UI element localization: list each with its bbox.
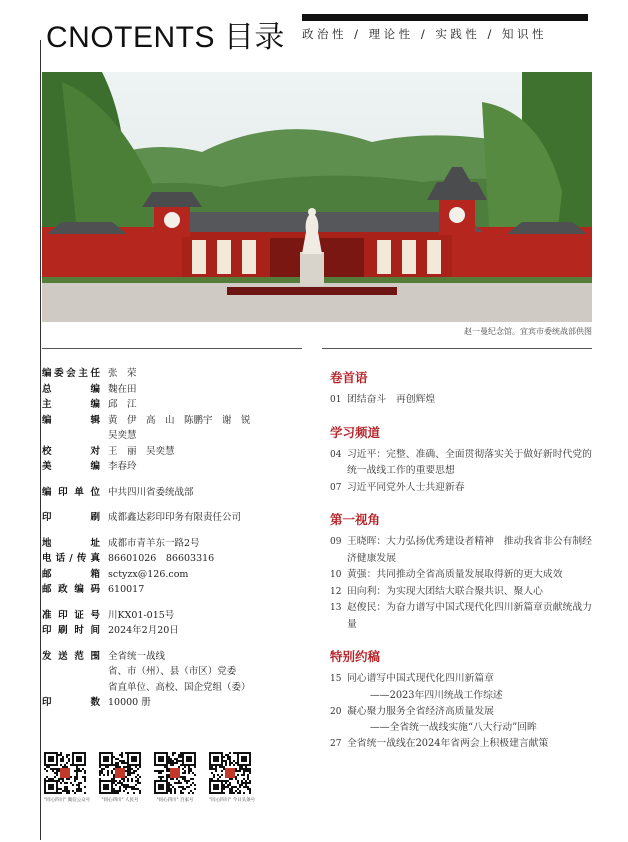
section-gap (330, 633, 592, 647)
masthead-gap (42, 500, 312, 510)
toc-entry-title: 王晓晖：大力弘扬优秀建设者精神 推动我省非公有制经济健康发展 (347, 536, 592, 564)
masthead-value: 吴奕慧 (108, 430, 137, 441)
masthead-row (42, 608, 312, 624)
qr-code[interactable] (209, 752, 256, 803)
toc-page-number: 04 (330, 449, 342, 460)
masthead-row (42, 366, 312, 382)
masthead-label: 地址 (42, 537, 100, 549)
masthead-values (108, 459, 137, 475)
masthead-row (42, 536, 312, 552)
masthead-values (108, 608, 174, 624)
toc-page-number: 10 (330, 570, 342, 580)
masthead-row (42, 382, 312, 398)
qr-code-caption: "同心四川" 今日头条号 (209, 798, 256, 803)
masthead-label: 邮政编码 (42, 584, 100, 595)
masthead-value: 魏在田 (108, 383, 137, 395)
toc-page-number: 12 (330, 586, 342, 597)
masthead-value: 王 丽 吴奕慧 (108, 445, 175, 457)
masthead-value: sctyzx@126.com (108, 568, 189, 580)
masthead-value: 全省统一战线 (108, 650, 166, 662)
masthead-row (42, 510, 312, 526)
masthead-values (108, 551, 214, 567)
toc-section-title: 卷首语 (330, 370, 368, 385)
toc-entry-title: 凝心聚力服务全省经济高质量发展 (347, 705, 494, 717)
masthead-row (42, 695, 312, 711)
masthead-values (108, 510, 241, 526)
masthead-values (108, 536, 200, 552)
masthead-label: 校对 (42, 445, 100, 457)
masthead-row (42, 459, 312, 475)
masthead-label: 编委会主任 (42, 368, 100, 379)
toc-entry-title: 全省统一战线在2024年省两会上积极建言献策 (347, 738, 549, 749)
toc-entry[interactable] (330, 584, 592, 601)
table-of-contents (330, 368, 592, 753)
masthead-value: 李春玲 (108, 461, 137, 472)
toc-section-title: 第一视角 (330, 512, 381, 527)
masthead-values (108, 567, 188, 583)
masthead-label: 总编 (42, 383, 100, 395)
masthead-values (108, 413, 251, 444)
cover-photo (42, 72, 592, 322)
toc-page-number: 15 (330, 674, 342, 684)
toc-entry[interactable] (330, 480, 592, 497)
masthead-values (108, 649, 251, 696)
masthead-value: 86601026 86603316 (108, 553, 215, 564)
qr-code[interactable] (154, 752, 196, 803)
toc-page-number: 07 (330, 482, 342, 493)
masthead-value: 省直单位、高校、国企党组（委） (108, 681, 251, 693)
masthead-gap (42, 526, 312, 536)
masthead-values (108, 397, 137, 413)
masthead-value: 黄 伊 高 山 陈鹏宇 谢 锐 (108, 414, 251, 426)
masthead-gap (42, 475, 312, 485)
masthead-gap (42, 598, 312, 608)
header-subtitle: 政治性 / 理论性 / 实践性 / 知识性 (302, 27, 548, 41)
masthead-value: 成都鑫达彩印印务有限责任公司 (108, 512, 242, 523)
toc-entry[interactable] (330, 567, 592, 584)
masthead-values (108, 444, 175, 460)
divider-left (42, 348, 302, 349)
masthead-label: 邮箱 (42, 568, 100, 580)
toc-entry-title: 同心谱写中国式现代化四川新篇章 (347, 673, 494, 684)
masthead (42, 366, 312, 711)
toc-entry[interactable] (330, 447, 592, 480)
toc-page-number: 09 (330, 537, 342, 547)
masthead-row (42, 444, 312, 460)
toc-entry-title: 习近平同党外人士共迎新春 (347, 481, 465, 493)
toc-entry-title: 赵俊民：为奋力谱写中国式现代化四川新篇章贡献统战力量 (347, 602, 592, 630)
toc-entry[interactable] (330, 534, 592, 567)
masthead-row (42, 397, 312, 413)
qr-code-caption: "同心四川" 人民号 (101, 798, 139, 803)
masthead-row (42, 485, 312, 501)
masthead-row (42, 623, 312, 639)
toc-entry-subtitle: ——2023年四川统战工作综述 (370, 689, 503, 701)
header-bar (302, 14, 588, 21)
toc-section-title: 特别约稿 (330, 649, 381, 664)
masthead-values (108, 695, 151, 711)
masthead-label: 印数 (42, 697, 100, 708)
qr-code-caption: "同心四川" 微信公众号 (44, 798, 91, 803)
divider-right (322, 348, 592, 349)
masthead-value: 川KX01-015号 (108, 609, 175, 621)
masthead-label: 美编 (42, 461, 100, 472)
masthead-label: 编印单位 (42, 486, 100, 498)
section-gap (330, 409, 592, 423)
toc-entry-title: 田向利：为实现大团结大联合聚共识、聚人心 (347, 585, 543, 597)
section-gap (330, 496, 592, 510)
toc-entry[interactable] (330, 392, 592, 409)
toc-entry-subtitle: ——全省统一战线实施“八大行动”回眸 (370, 722, 537, 733)
masthead-label: 电话/传真 (42, 553, 100, 564)
qr-code[interactable] (44, 752, 91, 803)
masthead-row (42, 413, 312, 444)
masthead-row (42, 649, 312, 696)
qr-code-row (44, 752, 256, 803)
masthead-label: 主编 (42, 399, 100, 410)
masthead-label: 印刷 (42, 512, 100, 523)
masthead-values (108, 582, 144, 598)
masthead-label: 编辑 (42, 414, 100, 426)
toc-entry[interactable] (330, 736, 592, 753)
toc-entry[interactable] (330, 704, 592, 721)
toc-page-number: 01 (330, 395, 342, 405)
masthead-values (108, 382, 137, 398)
masthead-row (42, 567, 312, 583)
masthead-label: 印刷时间 (42, 625, 100, 636)
qr-code-caption: "同心四川" 百家号 (156, 798, 194, 803)
masthead-values (108, 623, 179, 639)
toc-entry[interactable] (330, 671, 592, 688)
toc-entry-title: 团结奋斗 再创辉煌 (347, 394, 436, 405)
left-rule (40, 40, 41, 840)
masthead-values (108, 366, 137, 382)
photo-caption: 赵一曼纪念馆。宜宾市委统战部供图 (464, 327, 592, 336)
masthead-values (108, 485, 194, 501)
masthead-value: 610017 (108, 584, 145, 595)
toc-entry[interactable] (330, 600, 592, 633)
masthead-row (42, 551, 312, 567)
toc-page-number: 13 (330, 603, 342, 613)
qr-code[interactable] (99, 752, 141, 803)
page-title: CNOTENTS 目录 (46, 21, 285, 54)
masthead-value: 邱 江 (108, 399, 137, 410)
toc-entry-title: 黄强：共同推动全省高质量发展取得新的更大成效 (347, 569, 563, 580)
masthead-value: 2024年2月20日 (108, 625, 179, 636)
toc-page-number: 20 (330, 706, 342, 717)
toc-page-number: 27 (330, 739, 342, 749)
masthead-row (42, 582, 312, 598)
toc-entry-title: 习近平：完整、准确、全面贯彻落实关于做好新时代党的统一战线工作的重要思想 (347, 448, 592, 476)
masthead-label: 发送范围 (42, 650, 100, 662)
masthead-value: 张 荣 (108, 368, 137, 379)
masthead-value: 中共四川省委统战部 (108, 486, 194, 498)
toc-section-title: 学习频道 (330, 424, 381, 440)
masthead-value: 成都市青羊东一路2号 (108, 537, 200, 549)
masthead-label: 准印证号 (42, 609, 100, 621)
masthead-value: 10000 册 (108, 697, 151, 708)
masthead-gap (42, 639, 312, 649)
masthead-value: 省、市（州）、县（市区）党委 (108, 666, 237, 677)
